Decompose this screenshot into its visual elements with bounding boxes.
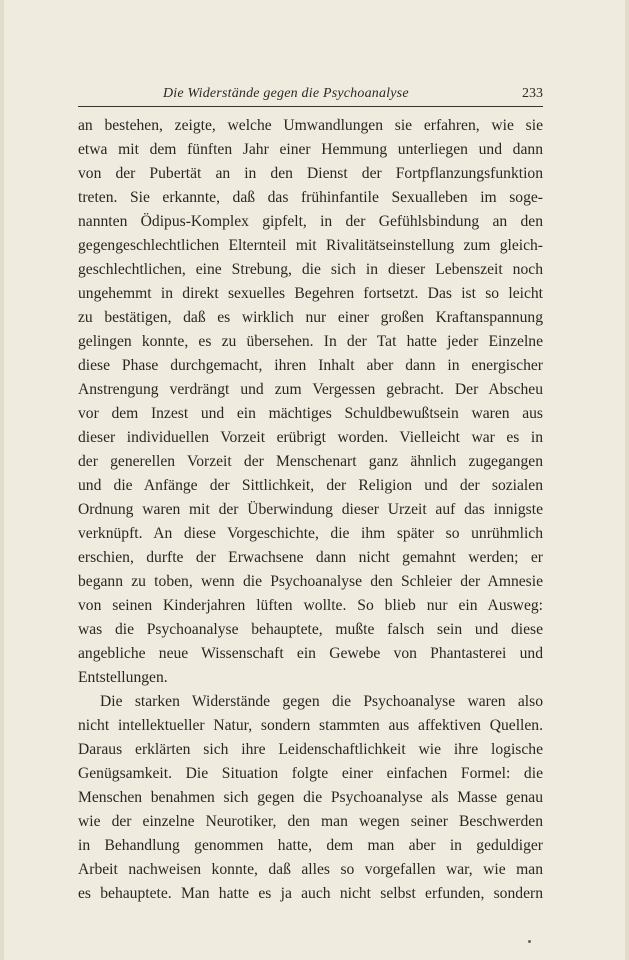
header-rule [78, 106, 543, 107]
text-line: diese Phase durchgemacht, ihren Inhalt aber dann in energischer [78, 357, 543, 374]
text-line: dieser individuellen Vorzeit erübrigt worden. Vielleicht war es in [78, 429, 543, 446]
text-line: begann zu toben, wenn die Psychoanalyse den Schleier der Amnesie [78, 573, 543, 590]
text-line: vor dem Inzest und ein mächtiges Schuldbewußtsein waren aus [78, 405, 543, 422]
text-line: ungehemmt in direkt sexuelles Begehren fortsetzt. Das ist so leicht [78, 285, 543, 302]
running-title: Die Widerstände gegen die Psychoanalyse [163, 86, 409, 101]
text-line-content: Die starken Widerstände gegen die Psychoanalyse waren also [100, 693, 543, 710]
text-line: Ordnung waren mit der Überwindung dieser Urzeit auf das innigste [78, 501, 543, 518]
text-line-paragraph-end: Entstellungen. [78, 669, 168, 686]
text-line: an bestehen, zeigte, welche Umwandlungen sie erfahren, wie sie [78, 117, 543, 134]
page-speck [528, 940, 531, 943]
text-line: Arbeit nachweisen konnte, daß alles so vorgefallen war, wie man [78, 861, 543, 878]
text-line: erschien, durfte der Erwachsene dann nicht gemahnt werden; er [78, 549, 543, 566]
text-line: Anstrengung verdrängt und zum Vergessen gebracht. Der Abscheu [78, 381, 543, 398]
text-line: verknüpft. An diese Vorgeschichte, die ihm später so unrühmlich [78, 525, 543, 542]
running-header [78, 85, 543, 103]
text-line: Genügsamkeit. Die Situation folgte einer einfachen Formel: die [78, 765, 543, 782]
text-line: Daraus erklärten sich ihre Leidenschaftlichkeit wie ihre logische [78, 741, 543, 758]
text-line: in Behandlung genommen hatte, dem man aber in geduldiger [78, 837, 543, 854]
page-right-edge [625, 0, 629, 960]
text-line: der generellen Vorzeit der Menschenart ganz ähnlich zugegangen [78, 453, 543, 470]
text-line: was die Psychoanalyse behauptete, mußte falsch sein und diese [78, 621, 543, 638]
text-line: etwa mit dem fünften Jahr einer Hemmung unterliegen und dann [78, 141, 543, 158]
text-line: nicht intellektueller Natur, sondern stammten aus affektiven Quellen. [78, 717, 543, 734]
text-line: nannten Ödipus-Komplex gipfelt, in der Gefühlsbindung an den [78, 213, 543, 230]
text-line: Menschen benahmen sich gegen die Psychoanalyse als Masse genau [78, 789, 543, 806]
text-line: treten. Sie erkannte, daß das frühinfantile Sexualleben im soge- [78, 189, 543, 206]
text-line: angebliche neue Wissenschaft ein Gewebe von Phantasterei und [78, 645, 543, 662]
text-line: von seinen Kinderjahren lüften wollte. So blieb nur ein Ausweg: [78, 597, 543, 614]
page-left-edge [0, 0, 4, 960]
text-line-paragraph-start [78, 690, 543, 714]
text-line: von der Pubertät an in den Dienst der Fortpflanzungsfunktion [78, 165, 543, 182]
text-line: und die Anfänge der Sittlichkeit, der Religion und der sozialen [78, 477, 543, 494]
text-line: es behauptete. Man hatte es ja auch nicht selbst erfunden, sondern [78, 885, 543, 902]
text-line: wie der einzelne Neurotiker, den man wegen seiner Beschwerden [78, 813, 543, 830]
text-line: gelingen konnte, es zu übersehen. In der Tat hatte jeder Einzelne [78, 333, 543, 350]
text-line: geschlechtlichen, eine Strebung, die sich in dieser Lebenszeit noch [78, 261, 543, 278]
text-line: zu bestätigen, daß es wirklich nur einer großen Kraftanspannung [78, 309, 543, 326]
body-text [78, 114, 543, 906]
text-line: gegengeschlechtlichen Elternteil mit Rivalitätseinstellung zum gleich- [78, 237, 543, 254]
page-number: 233 [522, 86, 543, 101]
